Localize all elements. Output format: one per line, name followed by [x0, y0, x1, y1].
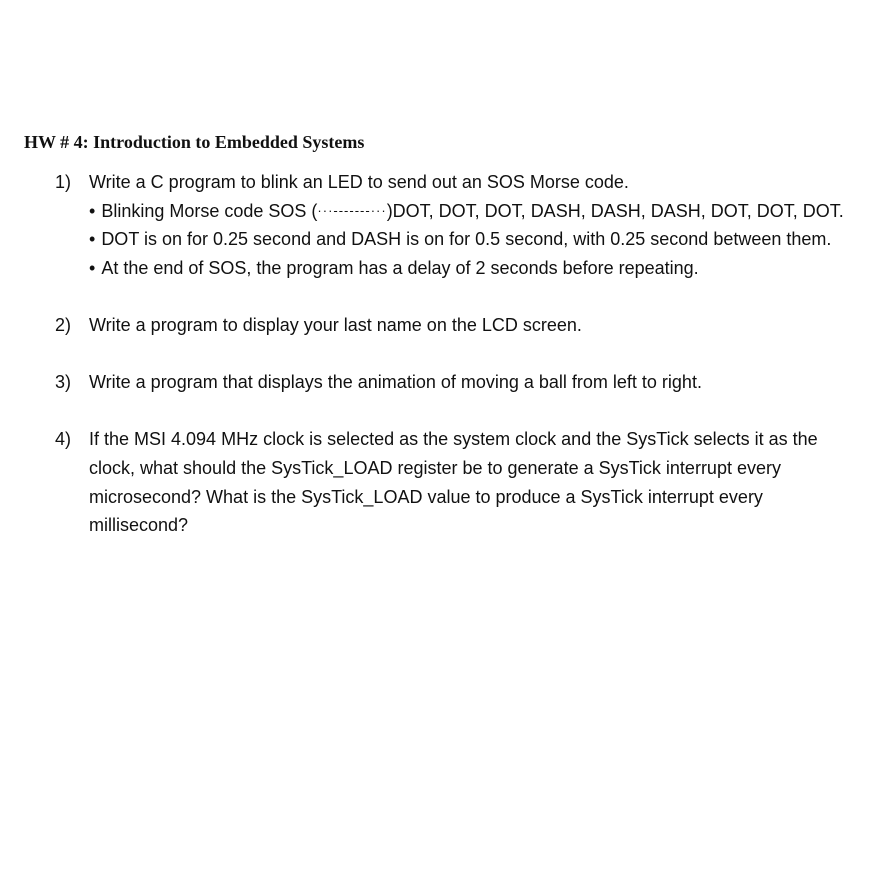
question-list [0, 168, 886, 568]
bullet-text: At the end of SOS, the program has a delay of 2 seconds before repeating. [101, 257, 699, 278]
bullet-text-before: Blinking Morse code SOS ( [101, 200, 318, 221]
question-4 [0, 425, 859, 539]
bullet-item [89, 197, 859, 226]
page-title: HW # 4: Introduction to Embedded Systems [24, 132, 365, 152]
question-1 [0, 168, 859, 282]
question-2 [0, 311, 859, 340]
question-number: 4) [55, 429, 72, 450]
question-3 [0, 368, 859, 397]
bullet-text-after: )DOT, DOT, DOT, DASH, DASH, DASH, DOT, DOT, DOT. [386, 200, 844, 221]
bullet-item [89, 225, 859, 254]
question-text: If the MSI 4.094 MHz clock is selected as the system clock and the SysTick selects it as the clock, what should the SysTick_LOAD register be to generate a SysTick interrupt every microsecond? What is the SysTick_LOAD value to produce a SysTick interrupt every millisecond? [89, 429, 818, 536]
bullet-marker: • [89, 257, 96, 278]
question-number: 1) [55, 172, 72, 192]
question-number: 2) [55, 314, 72, 335]
morse-code-sequence: ···-------··· [317, 202, 387, 218]
question-number: 3) [55, 372, 72, 393]
bullet-marker: • [89, 229, 96, 250]
question-text: Write a program to display your last name on the LCD screen. [89, 314, 582, 335]
question-text: Write a program that displays the animation of moving a ball from left to right. [89, 372, 702, 393]
bullet-text: DOT is on for 0.25 second and DASH is on for 0.5 second, with 0.25 second between them. [101, 229, 832, 250]
bullet-marker: • [89, 200, 96, 221]
question-text: Write a C program to blink an LED to send out an SOS Morse code. [89, 172, 629, 192]
bullet-item [89, 254, 859, 283]
